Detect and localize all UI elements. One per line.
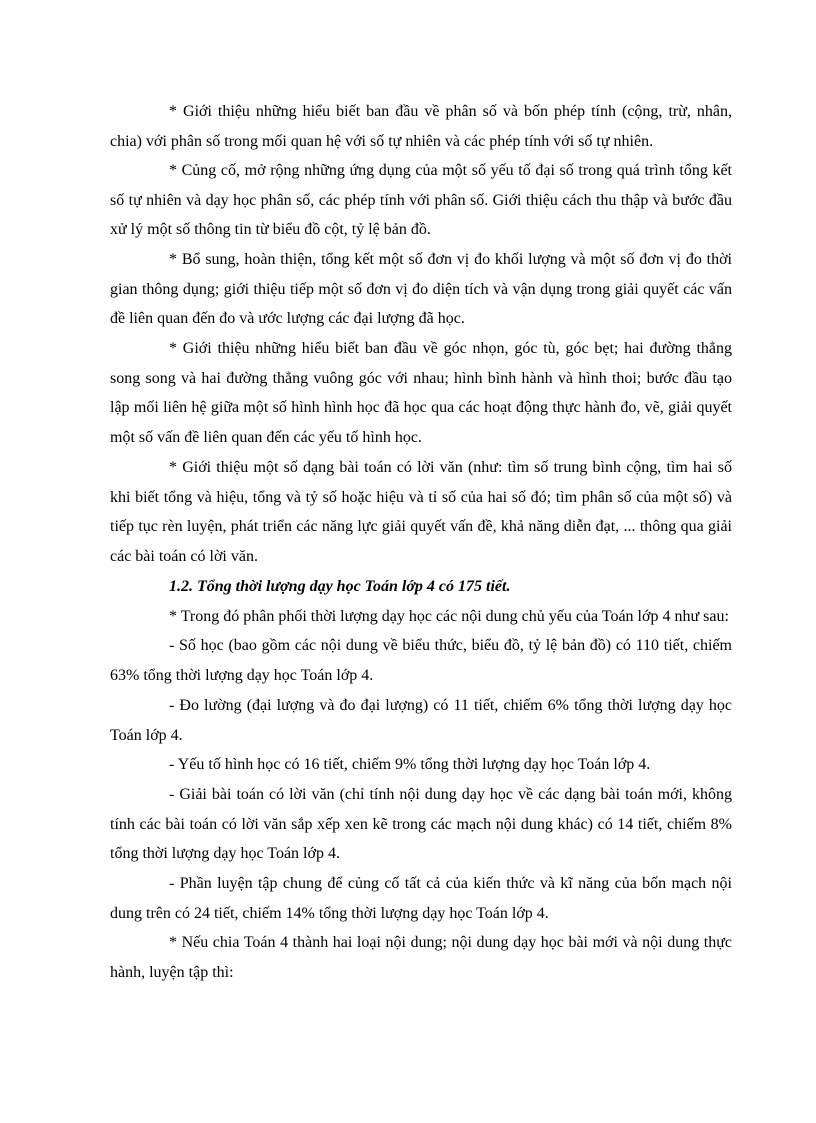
paragraph-measurement: - Đo lường (đại lượng và đo đại lượng) có 11 tiết, chiếm 6% tổng thời lượng dạy học Toán lớp 4. — [110, 697, 732, 744]
paragraph-word-problems: * Giới thiệu một số dạng bài toán có lời văn (như: tìm số trung bình cộng, tìm hai số khi biết tổng và hiệu, tổng và tỷ số hoặc hiệu và tỉ số của hai số đó; tìm phân số của một số) và tiếp tục rèn luyện, phát triển các năng lực giải quyết vấn đề, khả năng diễn đạt, ... thông qua giải các bài toán có lời văn. — [110, 459, 732, 566]
paragraph-problem-solving: - Giải bài toán có lời văn (chỉ tính nội dung dạy học về các dạng bài toán mới, không tính các bài toán có lời văn sắp xếp xen kẽ trong các mạch nội dung khác) có 14 tiết, chiếm 8% tổng thời lượng dạy học Toán lớp 4. — [110, 786, 732, 863]
paragraph-arithmetic: - Số học (bao gồm các nội dung về biểu thức, biểu đồ, tỷ lệ bản đồ) có 110 tiết, chiếm 63% tổng thời lượng dạy học Toán lớp 4. — [110, 637, 732, 684]
paragraph-algebra-elements: * Củng cố, mở rộng những ứng dụng của một số yếu tố đại số trong quá trình tổng kết số tự nhiên và dạy học phân số, các phép tính với phân số. Giới thiệu cách thu thập và bước đầu xử lý một số thông tin từ biểu đồ cột, tỷ lệ bản đồ. — [110, 162, 732, 239]
paragraph-geometry: - Yếu tố hình học có 16 tiết, chiếm 9% tổng thời lượng dạy học Toán lớp 4. — [169, 756, 651, 773]
section-heading: 1.2. Tổng thời lượng dạy học Toán lớp 4 có 175 tiết. — [169, 578, 511, 595]
paragraph-geometry-intro: * Giới thiệu những hiểu biết ban đầu về góc nhọn, góc tù, góc bẹt; hai đường thẳng song song và hai đường thẳng vuông góc với nhau; hình bình hành và hình thoi; bước đầu tạo lập mối liên hệ giữa một số hình hình học đã học qua các hoạt động thực hành đo, vẽ, giải quyết một số vấn đề liên quan đến các yếu tố hình học. — [110, 340, 732, 447]
paragraph-fractions-intro: * Giới thiệu những hiểu biết ban đầu về phân số và bốn phép tính (cộng, trừ, nhân, chia) với phân số trong mối quan hệ với số tự nhiên và các phép tính với số tự nhiên. — [110, 103, 732, 150]
paragraph-time-distribution: * Trong đó phân phối thời lượng dạy học các nội dung chủ yếu của Toán lớp 4 như sau: — [169, 608, 729, 625]
paragraph-measurement-units: * Bổ sung, hoàn thiện, tổng kết một số đơn vị đo khối lượng và một số đơn vị đo thời gian thông dụng; giới thiệu tiếp một số đơn vị đo diện tích và vận dụng trong giải quyết các vấn đề liên quan đến đo và ước lượng các đại lượng đã học. — [110, 251, 732, 328]
paragraph-general-practice: - Phần luyện tập chung để củng cố tất cả của kiến thức và kĩ năng của bốn mạch nội dung trên có 24 tiết, chiếm 14% tổng thời lượng dạy học Toán lớp 4. — [110, 875, 732, 922]
paragraph-content-types: * Nếu chia Toán 4 thành hai loại nội dung; nội dung dạy học bài mới và nội dung thực hành, luyện tập thì: — [110, 934, 732, 981]
